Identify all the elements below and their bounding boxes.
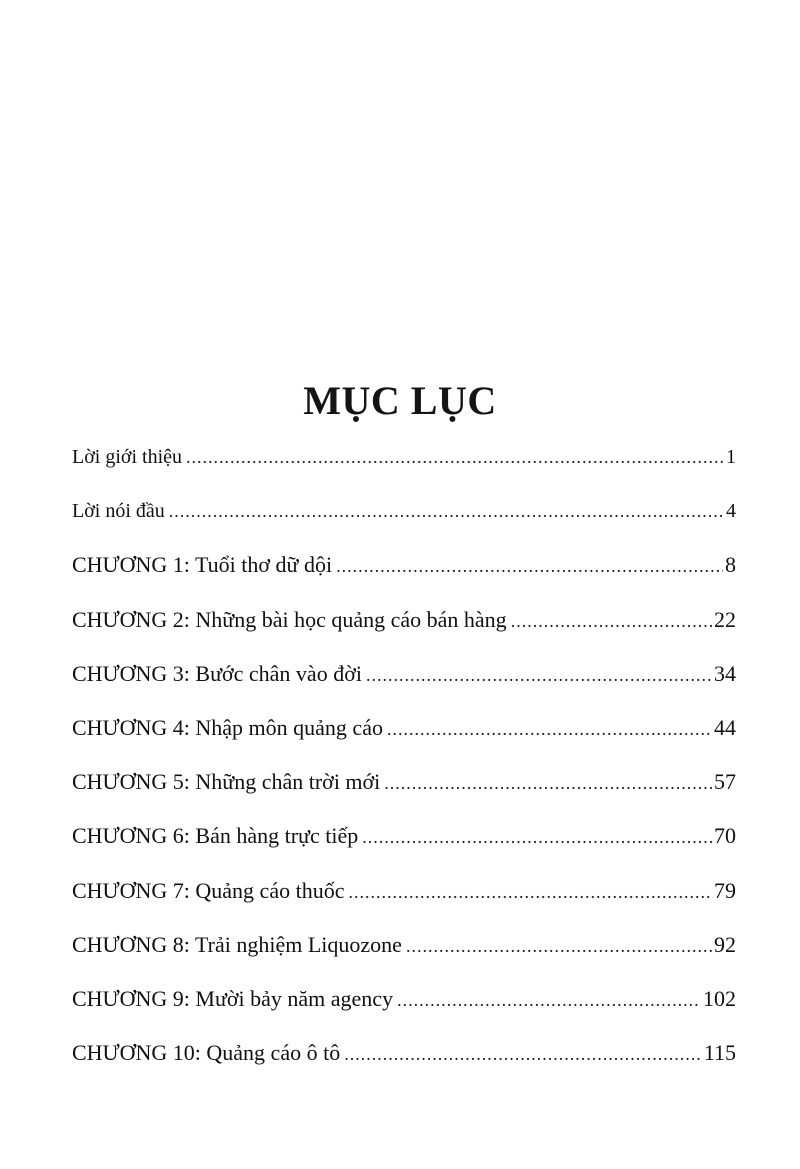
toc-entry-chapter-6	[72, 821, 736, 875]
toc-entry-chapter-5	[72, 767, 736, 821]
dot-leader	[384, 768, 712, 798]
toc-entry-page-number: 57	[714, 769, 736, 795]
toc-entry-page-number: 70	[714, 823, 736, 849]
dot-leader	[169, 496, 724, 526]
toc-entry-preface	[72, 496, 736, 550]
toc-entry-chapter-4	[72, 713, 736, 767]
dot-leader	[366, 660, 712, 690]
table-of-contents	[72, 442, 736, 1092]
dot-leader	[348, 877, 712, 907]
toc-entry-chapter-7	[72, 876, 736, 930]
toc-entry-introduction	[72, 442, 736, 496]
toc-entry-label: CHƯƠNG 9: Mười bảy năm agency	[72, 985, 394, 1011]
toc-entry-label: Lời nói đầu	[72, 500, 165, 523]
page-title: MỤC LỤC	[303, 377, 497, 423]
toc-entry-page-number: 4	[726, 500, 736, 523]
dot-leader	[397, 985, 701, 1015]
dot-leader	[336, 551, 723, 581]
toc-entry-chapter-2	[72, 605, 736, 659]
toc-entry-chapter-3	[72, 659, 736, 713]
toc-entry-chapter-1	[72, 550, 736, 604]
toc-entry-chapter-10	[72, 1038, 736, 1092]
toc-entry-page-number: 8	[725, 552, 736, 578]
dot-leader	[344, 1039, 702, 1069]
toc-entry-chapter-9	[72, 984, 736, 1038]
dot-leader	[511, 606, 712, 636]
toc-entry-page-number: 1	[726, 446, 736, 468]
toc-entry-page-number: 115	[703, 1040, 736, 1066]
toc-entry-label: CHƯƠNG 3: Bước chân vào đời	[72, 660, 362, 686]
toc-entry-label: CHƯƠNG 2: Những bài học quảng cáo bán hàng	[72, 606, 507, 632]
toc-entry-page-number: 92	[714, 931, 736, 957]
toc-entry-page-number: 79	[714, 877, 736, 903]
toc-entry-page-number: 44	[714, 714, 736, 740]
dot-leader	[186, 442, 724, 472]
dot-leader	[387, 714, 712, 744]
toc-entry-label: Lời giới thiệu	[72, 446, 183, 468]
toc-entry-chapter-8	[72, 930, 736, 984]
toc-entry-label: CHƯƠNG 6: Bán hàng trực tiếp	[72, 823, 359, 849]
toc-entry-page-number: 34	[714, 660, 736, 686]
toc-entry-label: CHƯƠNG 5: Những chân trời mới	[72, 769, 381, 795]
toc-entry-page-number: 102	[703, 985, 736, 1011]
toc-entry-label: CHƯƠNG 8: Trải nghiệm Liquozone	[72, 931, 402, 957]
dot-leader	[362, 822, 712, 852]
toc-entry-label: CHƯƠNG 4: Nhập môn quảng cáo	[72, 714, 383, 740]
dot-leader	[406, 931, 712, 961]
toc-entry-page-number: 22	[714, 606, 736, 632]
toc-entry-label: CHƯƠNG 7: Quảng cáo thuốc	[72, 877, 345, 903]
toc-entry-label: CHƯƠNG 10: Quảng cáo ô tô	[72, 1040, 341, 1066]
toc-entry-label: CHƯƠNG 1: Tuổi thơ dữ dội	[72, 552, 333, 578]
